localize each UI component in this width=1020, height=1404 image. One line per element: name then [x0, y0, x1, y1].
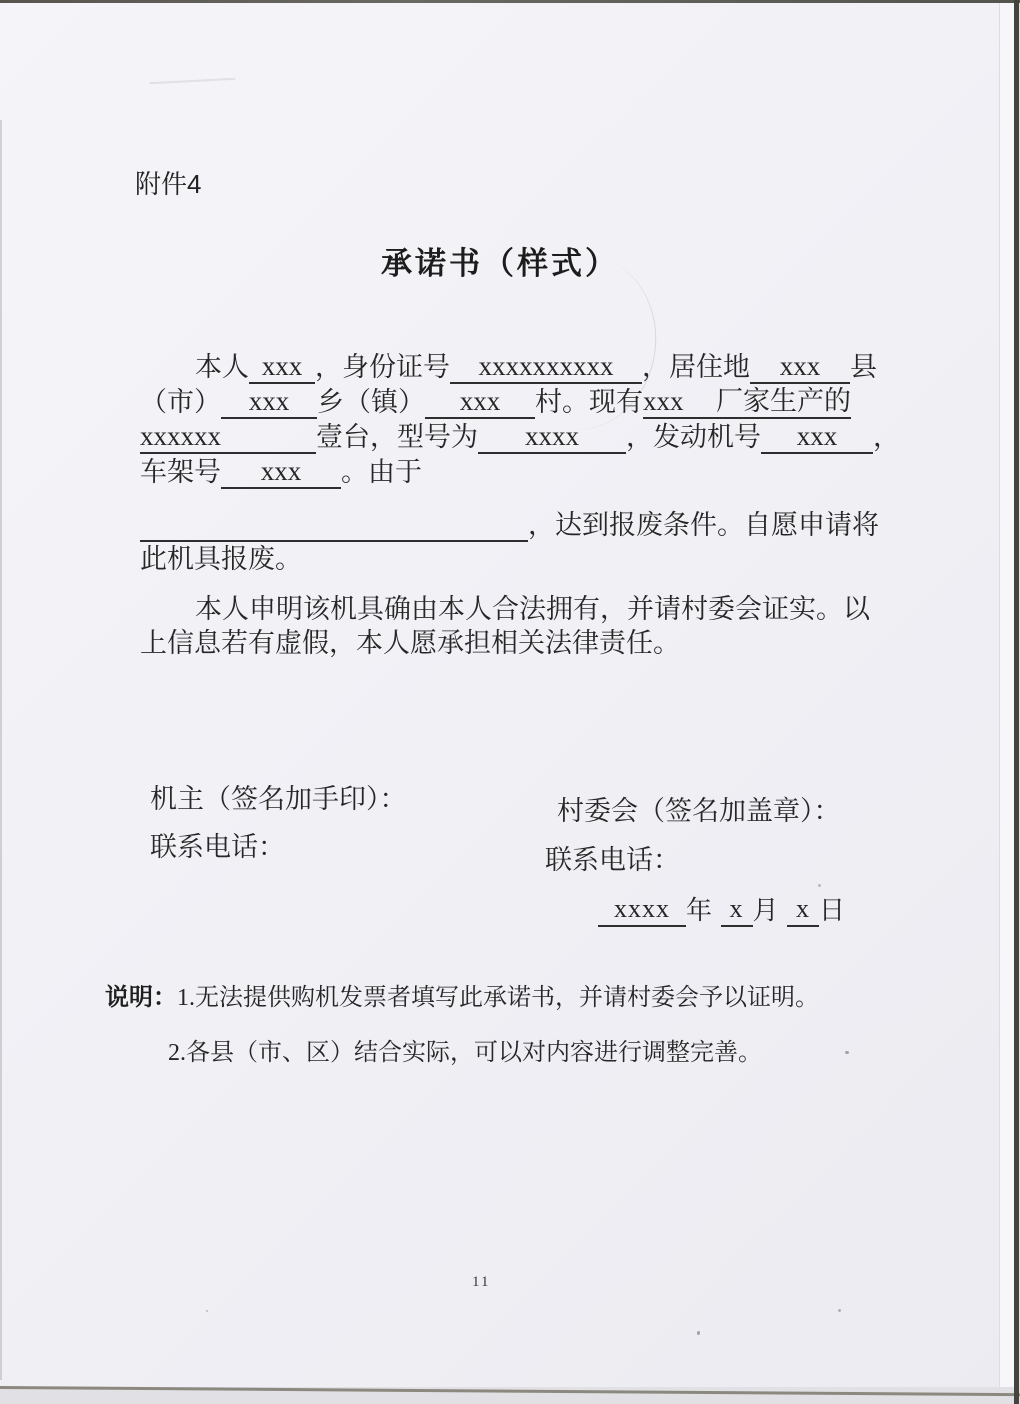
body-text: 此机具报废。 — [140, 544, 302, 574]
paper-crease-mark — [149, 78, 236, 104]
body-text: 壹台，型号为 — [316, 422, 478, 452]
body-line-1 — [140, 350, 940, 384]
owner-phone-label: 联系电话： — [150, 832, 285, 862]
notes-item-1: 1.无法提供购机发票者填写此承诺书，并请村委会予以证明。 — [177, 985, 819, 1011]
body-text: （市） — [140, 387, 221, 417]
fill-blank-frame-number: xxx — [221, 455, 341, 489]
fill-blank-day: x — [787, 893, 819, 927]
fill-blank-village: xxx — [425, 385, 535, 419]
declaration-line-1: 本人申明该机具确由本人合法拥有，并请村委会证实。以 — [195, 594, 870, 624]
body-text: 县 — [850, 352, 877, 382]
scan-right-paper-edge — [999, 3, 1015, 1387]
notes-line-2: 2.各县（市、区）结合实际，可以对内容进行调整完善。 — [168, 1040, 762, 1066]
date-month-label: 月 — [752, 896, 780, 925]
fill-blank-year: xxxx — [598, 893, 686, 927]
declaration-line-2: 上信息若有虚假，本人愿承担相关法律责任。 — [140, 628, 680, 658]
scan-speck — [697, 1331, 700, 1335]
fill-blank-machine-type: xxxxxx — [140, 420, 316, 454]
body-text: ， — [873, 422, 900, 452]
committee-phone-label: 联系电话： — [545, 845, 680, 875]
body-text-underlined: 厂家生产的 — [716, 386, 851, 416]
scan-speck — [845, 1051, 849, 1054]
committee-signature-label: 村委会（签名加盖章）： — [557, 796, 841, 826]
scan-speck — [206, 1310, 208, 1312]
body-text: ，发动机号 — [626, 422, 761, 452]
paper-sheet — [0, 3, 1014, 1387]
fill-blank-value: xxx — [643, 386, 684, 416]
notes-line-1 — [105, 983, 819, 1013]
fill-blank-id-number: xxxxxxxxxx — [450, 350, 642, 384]
fill-blank-month: x — [721, 893, 753, 927]
owner-signature-label: 机主（签名加手印）： — [150, 784, 407, 814]
body-text: 村。现有 — [535, 387, 643, 417]
attachment-label: 附件4 — [135, 169, 202, 199]
body-line-4 — [140, 455, 885, 489]
date-line — [598, 890, 846, 927]
fill-blank-name: xxx — [249, 350, 315, 384]
scan-left-edge — [0, 120, 2, 1380]
fill-blank-township: xxx — [221, 385, 317, 419]
body-text: 。由于 — [341, 457, 422, 487]
fill-blank-engine-number: xxx — [761, 420, 873, 454]
body-text: ，居住地 — [642, 352, 750, 382]
body-text: 乡（镇） — [317, 387, 425, 417]
body-text: 车架号 — [140, 457, 221, 487]
body-line-3 — [140, 420, 900, 454]
scan-top-edge — [0, 0, 1020, 3]
notes-label: 说明： — [105, 984, 177, 1011]
body-line-5 — [140, 508, 885, 542]
date-year-label: 年 — [686, 896, 714, 925]
scan-right-dark-edge — [1014, 0, 1019, 1404]
fill-blank-model: xxxx — [478, 420, 626, 454]
scan-speck — [838, 1309, 841, 1312]
body-text: ，身份证号 — [315, 352, 450, 382]
page-title: 承诺书（样式） — [381, 246, 619, 281]
body-line-2 — [140, 385, 885, 419]
page-number: 11 — [472, 1274, 491, 1290]
scan-speck — [818, 884, 821, 887]
body-line-6 — [140, 542, 885, 576]
date-day-label: 日 — [819, 896, 847, 925]
fill-blank-manufacturer — [643, 385, 851, 419]
fill-blank-county: xxx — [750, 350, 850, 384]
body-text: ，达到报废条件。自愿申请将 — [528, 510, 879, 540]
body-text: 本人 — [195, 352, 249, 382]
